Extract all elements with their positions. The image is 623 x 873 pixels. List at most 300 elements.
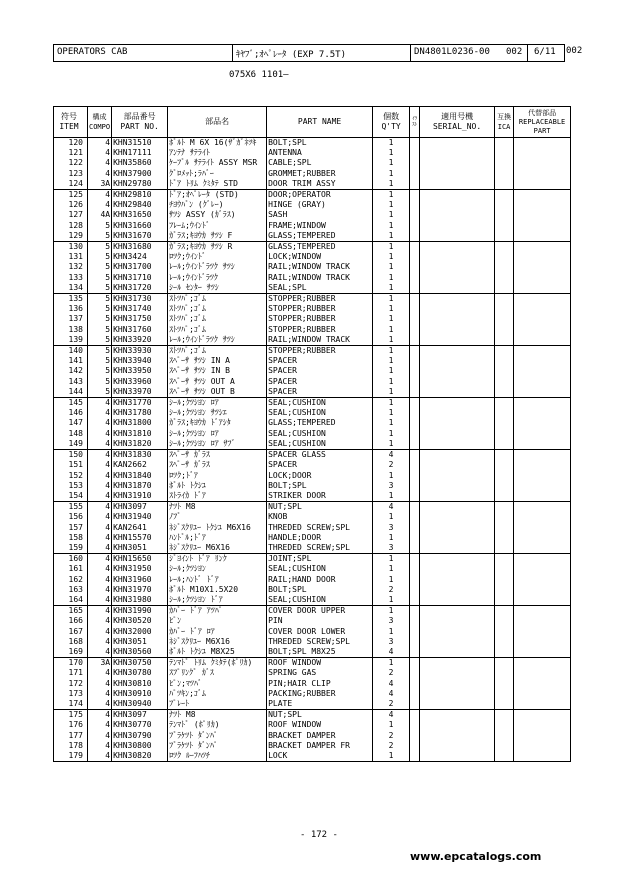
replaceable	[514, 710, 571, 721]
item-number: 159	[54, 543, 88, 554]
part-number: KHN31740	[112, 304, 168, 314]
jp-name: ｼｰﾙ;ｸﾂｼﾖﾝ	[168, 564, 267, 574]
col-ica: 互換 ICA	[495, 107, 514, 138]
jp-name: ﾃﾝﾏﾄﾞ (ﾎﾟﾘｶ)	[168, 720, 267, 730]
compo: 4	[88, 408, 112, 418]
col-compo: 構成 COMPO	[88, 107, 112, 138]
item-number: 127	[54, 210, 88, 220]
item-number: 166	[54, 616, 88, 626]
table-row	[54, 335, 571, 346]
illust	[410, 252, 420, 262]
compo: 4A	[88, 210, 112, 220]
part-number: KAN2662	[112, 460, 168, 470]
jp-name: ｶﾊﾞｰ ﾄﾞｱ ﾛｱ	[168, 627, 267, 637]
jp-name: ﾚｰﾙ;ｳｲﾝﾄﾞﾗﾂｸ ｻﾂｼ	[168, 262, 267, 272]
jp-name: ｻﾂｼ ASSY (ｶﾞﾗｽ)	[168, 210, 267, 220]
serial-no	[420, 658, 495, 669]
table-row	[54, 658, 571, 669]
part-number: KHN31760	[112, 325, 168, 335]
jp-name: ｸﾞﾛﾒｯﾄ;ﾗﾊﾞｰ	[168, 169, 267, 179]
table-row	[54, 491, 571, 502]
replaceable	[514, 179, 571, 190]
table-row	[54, 356, 571, 366]
serial-no	[420, 221, 495, 231]
part-number: KHN3097	[112, 710, 168, 721]
illust	[410, 190, 420, 201]
jp-name: ﾚｰﾙ;ｳｲﾝﾄﾞﾗﾂｸ ｻﾂｼ	[168, 335, 267, 346]
quantity: 4	[373, 450, 410, 461]
table-row	[54, 262, 571, 272]
divider	[232, 45, 233, 61]
illust	[410, 679, 420, 689]
item-number: 120	[54, 138, 88, 149]
illust	[410, 366, 420, 376]
illust	[410, 471, 420, 481]
quantity: 1	[373, 564, 410, 574]
item-number: 147	[54, 418, 88, 428]
ica	[495, 158, 514, 168]
part-name: RAIL;WINDOW TRACK	[267, 335, 373, 346]
jp-name: ﾅﾂﾄ M8	[168, 710, 267, 721]
serial-no	[420, 627, 495, 637]
table-row	[54, 429, 571, 439]
serial-no	[420, 408, 495, 418]
illust	[410, 533, 420, 543]
illust	[410, 398, 420, 409]
replaceable	[514, 366, 571, 376]
col-illust: ｲﾗｽﾄ	[410, 107, 420, 138]
illust	[410, 158, 420, 168]
quantity: 1	[373, 221, 410, 231]
serial-no	[420, 439, 495, 450]
compo: 5	[88, 252, 112, 262]
serial-no	[420, 283, 495, 294]
ica	[495, 595, 514, 606]
ica	[495, 699, 514, 710]
quantity: 1	[373, 179, 410, 190]
part-number: KHN30560	[112, 647, 168, 658]
ica	[495, 606, 514, 617]
illust	[410, 335, 420, 346]
serial-no	[420, 647, 495, 658]
part-number: KHN30520	[112, 616, 168, 626]
part-name: LOCK	[267, 751, 373, 762]
part-number: KHN31510	[112, 138, 168, 149]
item-number: 146	[54, 408, 88, 418]
replaceable	[514, 554, 571, 565]
part-number: KHN31720	[112, 283, 168, 294]
illust	[410, 210, 420, 220]
part-number: KHN3051	[112, 637, 168, 647]
replaceable	[514, 512, 571, 522]
compo: 4	[88, 523, 112, 533]
part-name: COVER DOOR UPPER	[267, 606, 373, 617]
jp-name: ﾎﾞﾙﾄ M 6X 16(ｻﾞｶﾞﾈﾂｷ	[168, 138, 267, 149]
col-part-no: 部品番号 PART NO.	[112, 107, 168, 138]
part-name: SEAL;CUSHION	[267, 439, 373, 450]
item-number: 157	[54, 523, 88, 533]
serial-no	[420, 138, 495, 149]
part-name: ROOF WINDOW	[267, 720, 373, 730]
ica	[495, 408, 514, 418]
item-number: 163	[54, 585, 88, 595]
replaceable	[514, 377, 571, 387]
jp-name: ﾋﾟﾝ;ﾏﾂﾊﾞ	[168, 679, 267, 689]
table-row	[54, 179, 571, 190]
quantity: 1	[373, 439, 410, 450]
replaceable	[514, 242, 571, 253]
table-row	[54, 616, 571, 626]
table-row	[54, 418, 571, 428]
compo: 4	[88, 751, 112, 762]
compo: 4	[88, 668, 112, 678]
table-row	[54, 523, 571, 533]
illust	[410, 231, 420, 242]
serial-no	[420, 533, 495, 543]
jp-name: ﾌﾞﾗｹﾂﾄ ﾀﾞﾝﾊﾟ	[168, 731, 267, 741]
part-number: KHN31870	[112, 481, 168, 491]
quantity: 1	[373, 595, 410, 606]
item-number: 169	[54, 647, 88, 658]
ica	[495, 491, 514, 502]
item-number: 175	[54, 710, 88, 721]
quantity: 4	[373, 502, 410, 513]
ica	[495, 585, 514, 595]
serial-no	[420, 616, 495, 626]
item-number: 155	[54, 502, 88, 513]
illust	[410, 408, 420, 418]
table-row	[54, 731, 571, 741]
quantity: 1	[373, 346, 410, 357]
serial-no	[420, 314, 495, 324]
part-number: KHN31710	[112, 273, 168, 283]
compo: 4	[88, 731, 112, 741]
part-number: KHN35860	[112, 158, 168, 168]
serial-no	[420, 273, 495, 283]
part-name: ROOF WINDOW	[267, 658, 373, 669]
illust	[410, 262, 420, 272]
illust	[410, 356, 420, 366]
replaceable	[514, 471, 571, 481]
replaceable	[514, 169, 571, 179]
ica	[495, 252, 514, 262]
item-number: 167	[54, 627, 88, 637]
quantity: 1	[373, 169, 410, 179]
replaceable	[514, 481, 571, 491]
col-replaceable: 代替部品 REPLACEABLE PART	[514, 107, 571, 138]
ica	[495, 356, 514, 366]
part-number: KHN31800	[112, 418, 168, 428]
part-number: KHN33940	[112, 356, 168, 366]
illust	[410, 387, 420, 398]
illust	[410, 377, 420, 387]
table-header-row	[54, 107, 571, 138]
part-name: SPACER	[267, 377, 373, 387]
illust	[410, 325, 420, 335]
replaceable	[514, 200, 571, 210]
item-number: 177	[54, 731, 88, 741]
item-number: 153	[54, 481, 88, 491]
part-name: GLASS;TEMPERED	[267, 231, 373, 242]
ica	[495, 335, 514, 346]
jp-name: ｽﾄﾂﾊﾟ;ｺﾞﾑ	[168, 304, 267, 314]
illust	[410, 283, 420, 294]
ica	[495, 190, 514, 201]
jp-name: ｽﾄﾂﾊﾟ;ｺﾞﾑ	[168, 325, 267, 335]
table-row	[54, 294, 571, 305]
serial-no	[420, 564, 495, 574]
item-number: 174	[54, 699, 88, 710]
part-number: KHN31980	[112, 595, 168, 606]
illust	[410, 502, 420, 513]
quantity: 1	[373, 366, 410, 376]
part-name: SPACER	[267, 366, 373, 376]
compo: 5	[88, 346, 112, 357]
jp-name: ｶﾊﾞｰ ﾄﾞｱ ｱﾂﾊﾟ	[168, 606, 267, 617]
page-count: 6/11	[534, 47, 556, 57]
col-part-name: PART NAME	[267, 107, 373, 138]
part-number: KHN30940	[112, 699, 168, 710]
part-name: RAIL;WINDOW TRACK	[267, 262, 373, 272]
table-row	[54, 304, 571, 314]
jp-name: ｽﾍﾟｰｻ ｻﾂｼ OUT B	[168, 387, 267, 398]
replaceable	[514, 398, 571, 409]
jp-name: ｼｰﾙ;ｸﾂｼﾖﾝ ﾛｱ	[168, 398, 267, 409]
quantity: 1	[373, 158, 410, 168]
item-number: 158	[54, 533, 88, 543]
compo: 5	[88, 294, 112, 305]
jp-name: ｼｰﾙ;ｸﾂｼﾖﾝ ﾄﾞｱ	[168, 595, 267, 606]
replaceable	[514, 158, 571, 168]
compo: 5	[88, 314, 112, 324]
table-row	[54, 387, 571, 398]
quantity: 2	[373, 699, 410, 710]
quantity: 1	[373, 606, 410, 617]
quantity: 1	[373, 325, 410, 335]
table-row	[54, 210, 571, 220]
serial-no	[420, 377, 495, 387]
quantity: 1	[373, 512, 410, 522]
table-row	[54, 585, 571, 595]
compo: 5	[88, 366, 112, 376]
jp-name: ﾄﾞｱ ﾄﾘﾑ ｸﾐﾀﾃ STD	[168, 179, 267, 190]
page-number: - 172 -	[300, 830, 338, 840]
divider	[410, 45, 411, 61]
compo: 5	[88, 304, 112, 314]
item-number: 170	[54, 658, 88, 669]
part-name: SPACER GLASS	[267, 450, 373, 461]
part-name: RAIL;HAND DOOR	[267, 575, 373, 585]
jp-name: ｼｰﾙ;ｸﾂｼﾖﾝ ｻﾂｼｴ	[168, 408, 267, 418]
table-row	[54, 720, 571, 730]
serial-no	[420, 502, 495, 513]
item-number: 168	[54, 637, 88, 647]
part-name: STOPPER;RUBBER	[267, 294, 373, 305]
ica	[495, 731, 514, 741]
part-name: BRACKET DAMPER	[267, 731, 373, 741]
illust	[410, 575, 420, 585]
illust	[410, 242, 420, 253]
serial-no	[420, 710, 495, 721]
part-number: KHN32000	[112, 627, 168, 637]
item-number: 176	[54, 720, 88, 730]
serial-no	[420, 512, 495, 522]
quantity: 3	[373, 637, 410, 647]
part-number: KHN31650	[112, 210, 168, 220]
table-row	[54, 366, 571, 376]
compo: 4	[88, 585, 112, 595]
illust	[410, 585, 420, 595]
replaceable	[514, 346, 571, 357]
jp-name: ｽﾍﾟｰｻ ｶﾞﾗｽ	[168, 460, 267, 470]
table-row	[54, 668, 571, 678]
jp-name: ﾈｼﾞｽｸﾘﾕｰ ﾄｸｼﾕ M6X16	[168, 523, 267, 533]
part-name: SEAL;CUSHION	[267, 429, 373, 439]
quantity: 1	[373, 387, 410, 398]
replaceable	[514, 523, 571, 533]
ica	[495, 346, 514, 357]
ica	[495, 647, 514, 658]
ica	[495, 751, 514, 762]
serial-no	[420, 731, 495, 741]
replaceable	[514, 616, 571, 626]
illust	[410, 481, 420, 491]
jp-name: ｼｰﾙ;ｸﾂｼﾖﾝ ﾛｱ ｻﾌﾞ	[168, 439, 267, 450]
quantity: 4	[373, 647, 410, 658]
compo: 4	[88, 429, 112, 439]
serial-no	[420, 346, 495, 357]
compo: 5	[88, 356, 112, 366]
table-row	[54, 595, 571, 606]
part-number: KHN31680	[112, 242, 168, 253]
part-number: KHN30770	[112, 720, 168, 730]
item-number: 179	[54, 751, 88, 762]
table-row	[54, 398, 571, 409]
serial-no	[420, 491, 495, 502]
compo: 5	[88, 335, 112, 346]
replaceable	[514, 273, 571, 283]
replaceable	[514, 533, 571, 543]
illust	[410, 450, 420, 461]
part-number: KHN17111	[112, 148, 168, 158]
replaceable	[514, 294, 571, 305]
part-number: KHN31830	[112, 450, 168, 461]
item-number: 148	[54, 429, 88, 439]
compo: 4	[88, 710, 112, 721]
part-number: KHN31910	[112, 491, 168, 502]
part-name: HANDLE;DOOR	[267, 533, 373, 543]
model-title: ｷﾔﾌﾞ;ｵﾍﾟﾚｰﾀ (EXP 7.5T)	[236, 50, 347, 60]
part-number: KHN31840	[112, 471, 168, 481]
jp-name: ﾎﾞﾙﾄ ﾄｸｼﾕ M8X25	[168, 647, 267, 658]
table-row	[54, 637, 571, 647]
part-number: KHN29780	[112, 179, 168, 190]
serial-no	[420, 741, 495, 751]
item-number: 145	[54, 398, 88, 409]
item-number: 150	[54, 450, 88, 461]
replaceable	[514, 387, 571, 398]
item-number: 171	[54, 668, 88, 678]
table-row	[54, 689, 571, 699]
ica	[495, 512, 514, 522]
part-number: KHN30750	[112, 658, 168, 669]
part-name: STOPPER;RUBBER	[267, 304, 373, 314]
jp-name: ﾉﾌﾞ	[168, 512, 267, 522]
serial-no	[420, 387, 495, 398]
illust	[410, 637, 420, 647]
quantity: 3	[373, 481, 410, 491]
replaceable	[514, 190, 571, 201]
table-row	[54, 606, 571, 617]
part-name: THREDED SCREW;SPL	[267, 523, 373, 533]
ica	[495, 262, 514, 272]
serial-no	[420, 252, 495, 262]
compo: 4	[88, 512, 112, 522]
table-row	[54, 533, 571, 543]
compo: 4	[88, 554, 112, 565]
serial-no	[420, 304, 495, 314]
part-name: SPRING GAS	[267, 668, 373, 678]
part-name: COVER DOOR LOWER	[267, 627, 373, 637]
table-row	[54, 252, 571, 262]
quantity: 1	[373, 471, 410, 481]
replaceable	[514, 689, 571, 699]
compo: 4	[88, 439, 112, 450]
col-qty: 個数 Q'TY	[373, 107, 410, 138]
jp-name: ｱﾝﾃﾅ ｻﾃﾗｲﾄ	[168, 148, 267, 158]
part-number: KHN31750	[112, 314, 168, 324]
quantity: 1	[373, 356, 410, 366]
item-number: 156	[54, 512, 88, 522]
divider	[527, 45, 528, 61]
part-name: SEAL;SPL	[267, 283, 373, 294]
quantity: 3	[373, 616, 410, 626]
quantity: 2	[373, 460, 410, 470]
part-number: KHN29810	[112, 190, 168, 201]
illust	[410, 294, 420, 305]
jp-name: ｽﾌﾟﾘﾝｸﾞ ｶﾞｽ	[168, 668, 267, 678]
quantity: 1	[373, 262, 410, 272]
compo: 4	[88, 148, 112, 158]
serial-no	[420, 231, 495, 242]
ica	[495, 637, 514, 647]
replaceable	[514, 325, 571, 335]
watermark: www.epcatalogs.com	[410, 850, 542, 863]
illust	[410, 429, 420, 439]
quantity: 1	[373, 377, 410, 387]
ica	[495, 179, 514, 190]
table-row	[54, 314, 571, 324]
replaceable	[514, 304, 571, 314]
quantity: 1	[373, 190, 410, 201]
table-row	[54, 741, 571, 751]
part-name: LOCK;WINDOW	[267, 252, 373, 262]
ica	[495, 273, 514, 283]
quantity: 3	[373, 523, 410, 533]
illust	[410, 200, 420, 210]
ica	[495, 210, 514, 220]
col-serial: 適用号機 SERIAL_NO.	[420, 107, 495, 138]
ica	[495, 148, 514, 158]
compo: 4	[88, 699, 112, 710]
replaceable	[514, 408, 571, 418]
ica	[495, 720, 514, 730]
serial-no	[420, 366, 495, 376]
compo: 4	[88, 190, 112, 201]
item-number: 124	[54, 179, 88, 190]
serial-no	[420, 720, 495, 730]
item-number: 165	[54, 606, 88, 617]
